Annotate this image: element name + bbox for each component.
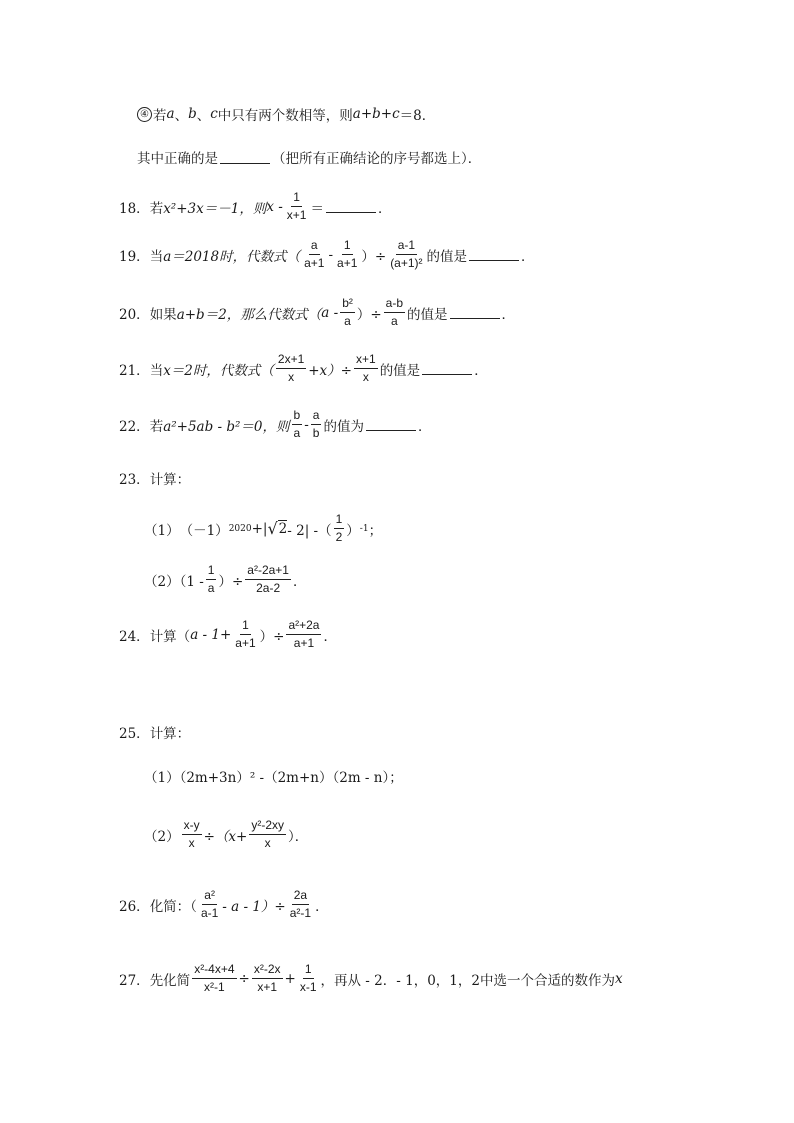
fraction: $\frac{\text{a²+2a}}{a+1}$ <box>288 618 320 650</box>
answer-blank[interactable] <box>220 151 270 164</box>
fraction: $\frac{1}{a+1}$ <box>337 238 358 270</box>
fraction: $\frac{x-y}{x}$ <box>183 818 200 850</box>
fraction: $\frac{a-1}{\text{(a+1)²}}$ <box>390 238 423 270</box>
question-27: 27． 先化简 $\frac{\text{x²-4x+4}}{\text{x²-1}}$ ÷ $\frac{\text{x²-2x}}{x+1}$ + $\frac{1}{x-1}$ ，再从 - 2．- 1，0，1，2中选一个合适的数作为 x <box>119 962 623 994</box>
question-21: 21． 当 x＝2时，代数式（ $\frac{2x+1}{x}$ +x）÷ $\frac{x+1}{x}$ 的值是 ． <box>119 352 488 384</box>
question-19: 19． 当 a＝2018时，代数式（ $\frac{a}{a+1}$ - $\frac{1}{a+1}$ ）÷ $\frac{a-1}{\text{(a+1)²}}$ 的值是 ． <box>119 238 535 270</box>
question-25-part-1: （1）（2m+3n）² -（2m+n）（2m - n）； <box>144 770 403 786</box>
question-23-part-2: （2）（1 - $\frac{1}{a}$ ）÷ $\frac{\text{a²-2a+1}}{2a-2}$ ． <box>144 563 307 595</box>
fraction: $\frac{1}{x-1}$ <box>299 962 317 994</box>
question-20: 20． 如果 a+b＝2，那么代数式（ a - $\frac{\text{b²}}{a}$ ）÷ $\frac{a-b}{a}$ 的值是 ． <box>119 296 516 328</box>
circled-number-4: ④ <box>137 107 152 122</box>
question-23: 23． 计算： <box>119 472 191 488</box>
fraction: $\frac{\text{b²}}{a}$ <box>342 296 353 328</box>
fraction: $\frac{\text{x²-2x}}{x+1}$ <box>253 962 281 994</box>
fraction: $\frac{\text{x²-4x+4}}{\text{x²-1}}$ <box>194 962 235 994</box>
question-23-part-1: （1） （－1） 2020 +| √ 2 - 2| -（ $\frac{1}{2}$ ） -1 ； <box>144 512 383 544</box>
question-24: 24． 计算（ a - 1+ $\frac{1}{a+1}$ ）÷ $\frac{\text{a²+2a}}{a+1}$ ． <box>119 618 337 650</box>
fraction: $\frac{1}{2}$ <box>335 512 343 544</box>
fraction: $\frac{1}{a}$ <box>207 563 215 595</box>
question-22: 22． 若 a²+5ab - b²＝0，则 $\frac{b}{a}$ - $\frac{a}{b}$ 的值为 ． <box>119 408 432 440</box>
answer-blank[interactable] <box>422 362 472 375</box>
answer-blank[interactable] <box>366 418 416 431</box>
fraction: $\frac{\text{a²}}{a-1}$ <box>200 888 219 920</box>
fraction: $\frac{1}{a+1}$ <box>235 618 256 650</box>
fraction: $\frac{2a}{\text{a²-1}}$ <box>289 888 312 920</box>
fraction: $\frac{2x+1}{x}$ <box>277 352 305 384</box>
question-26: 26． 化简：（ $\frac{\text{a²}}{a-1}$ - a - 1）÷ $\frac{2a}{\text{a²-1}}$ ． <box>119 888 329 920</box>
fraction: $\frac{\text{a²-2a+1}}{2a-2}$ <box>247 563 289 595</box>
fraction: $\frac{1}{x+1}$ <box>286 190 307 222</box>
question-25: 25． 计算： <box>119 726 191 742</box>
fraction: $\frac{b}{a}$ <box>293 408 301 440</box>
fraction: $\frac{x+1}{x}$ <box>356 352 376 384</box>
q17-item4: ④ 若 a 、 b 、 c 中只有两个数相等，则 a+b+c ＝8． <box>137 104 435 124</box>
question-18: 18． 若 x²+3x＝－1，则 x - $\frac{1}{x+1}$ ＝ ． <box>119 190 392 222</box>
fraction: $\frac{a}{b}$ <box>312 408 320 440</box>
sqrt-icon: √ <box>267 519 278 538</box>
answer-blank[interactable] <box>469 248 519 261</box>
fraction: $\frac{a-b}{a}$ <box>385 296 404 328</box>
question-25-part-2: （2） $\frac{x-y}{x}$ ÷（x+ $\frac{\text{y²-2xy}}{x}$ ）． <box>144 818 309 850</box>
q17-answer-line: 其中正确的是 （把所有正确结论的序号都选上）． <box>137 151 482 167</box>
fraction: $\frac{a}{a+1}$ <box>304 238 325 270</box>
answer-blank[interactable] <box>450 306 500 319</box>
answer-blank[interactable] <box>326 200 376 213</box>
fraction: $\frac{\text{y²-2xy}}{x}$ <box>251 818 285 850</box>
